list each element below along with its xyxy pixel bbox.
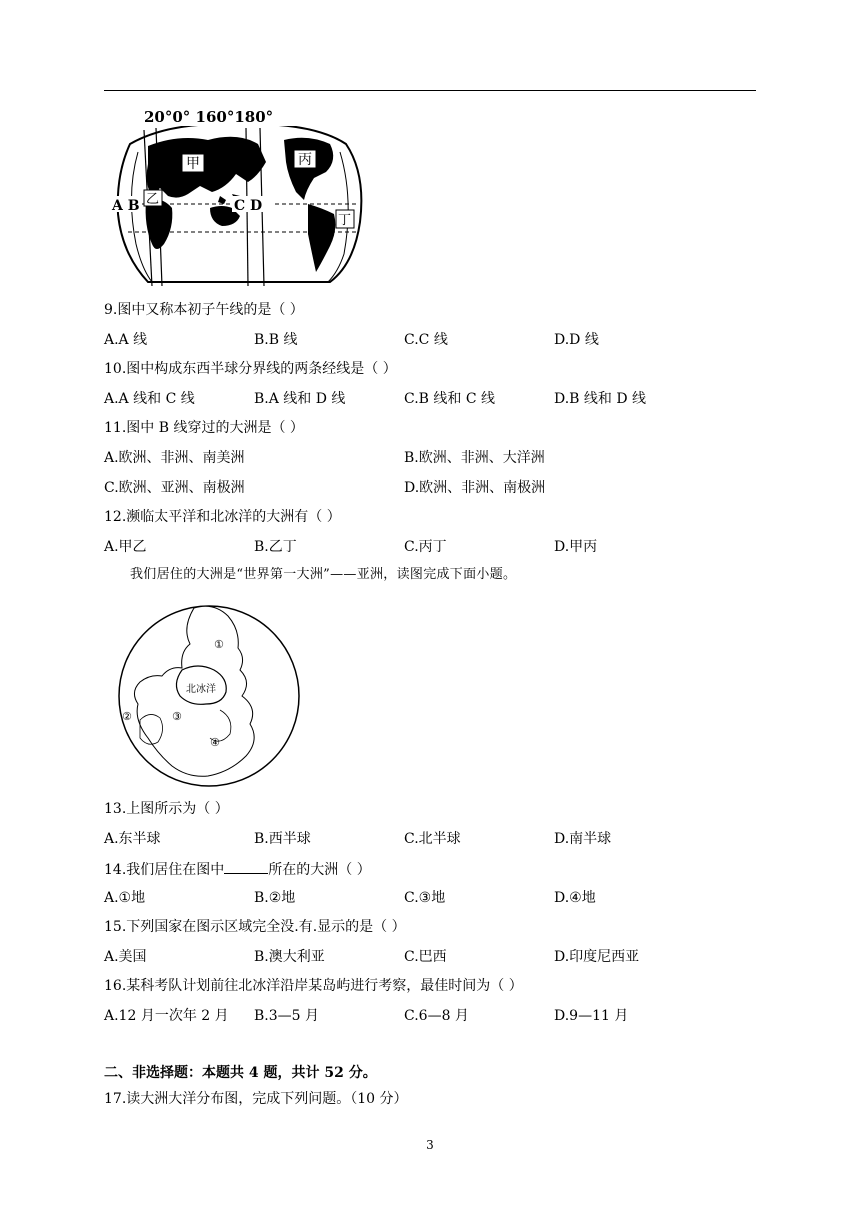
q10-option-d[interactable]: D.B 线和 D 线 bbox=[554, 391, 647, 407]
question-14-stem bbox=[104, 859, 371, 879]
q16-option-a[interactable]: A.12 月一次年 2 月 bbox=[104, 1008, 229, 1024]
q12-option-a[interactable]: A.甲乙 bbox=[104, 539, 147, 555]
question-13-stem: 13.上图所示为（ ） bbox=[104, 801, 229, 817]
q14-stem-after: 所在的大洲（ ） bbox=[268, 862, 371, 878]
q13-option-a[interactable]: A.东半球 bbox=[104, 831, 161, 847]
question-16-stem: 16.某科考队计划前往北冰洋沿岸某岛屿进行考察，最佳时间为（ ） bbox=[104, 978, 523, 994]
q10-option-c[interactable]: C.B 线和 C 线 bbox=[404, 391, 496, 407]
q11-option-d[interactable]: D.欧洲、非洲、南极洲 bbox=[404, 480, 546, 496]
q9-option-b[interactable]: B.B 线 bbox=[254, 332, 298, 348]
arctic-ocean-label: 北冰洋 bbox=[186, 684, 216, 695]
cd-labels: C D bbox=[234, 198, 263, 214]
longitude-labels: 20°0° 160°180° bbox=[144, 108, 274, 126]
q10-option-b[interactable]: B.A 线和 D 线 bbox=[254, 391, 346, 407]
q14-option-c[interactable]: C.③地 bbox=[404, 890, 446, 906]
q13-option-c[interactable]: C.北半球 bbox=[404, 831, 461, 847]
q13-option-d[interactable]: D.南半球 bbox=[554, 831, 612, 847]
q9-option-d[interactable]: D.D 线 bbox=[554, 332, 599, 348]
question-11-stem: 11.图中 B 线穿过的大洲是（ ） bbox=[104, 420, 304, 436]
marker-4: ④ bbox=[210, 736, 220, 749]
region-ding-label: 丁 bbox=[338, 213, 352, 228]
region-bing-label: 丙 bbox=[298, 152, 312, 168]
q16-option-b[interactable]: B.3—5 月 bbox=[254, 1008, 320, 1024]
q12-option-b[interactable]: B.乙丁 bbox=[254, 539, 297, 555]
q10-option-a[interactable]: A.A 线和 C 线 bbox=[104, 391, 195, 407]
q16-option-c[interactable]: C.6—8 月 bbox=[404, 1008, 469, 1024]
header-rule bbox=[104, 90, 756, 91]
q11-option-c[interactable]: C.欧洲、亚洲、南极洲 bbox=[104, 480, 245, 496]
world-map-figure bbox=[108, 104, 366, 288]
q14-option-b[interactable]: B.②地 bbox=[254, 890, 296, 906]
question-17-stem: 17.读大洲大洋分布图，完成下列问题。（10 分） bbox=[104, 1091, 408, 1107]
q15-option-c[interactable]: C.巴西 bbox=[404, 949, 447, 965]
marker-2: ② bbox=[122, 710, 132, 723]
q15-option-b[interactable]: B.澳大利亚 bbox=[254, 949, 325, 965]
marker-3: ③ bbox=[172, 710, 182, 723]
q14-blank[interactable] bbox=[224, 859, 268, 874]
asia-intro-text: 我们居住的大洲是“世界第一大洲”——亚洲，读图完成下面小题。 bbox=[130, 567, 517, 582]
q14-option-d[interactable]: D.④地 bbox=[554, 890, 596, 906]
q11-option-a[interactable]: A.欧洲、非洲、南美洲 bbox=[104, 450, 245, 466]
q12-option-d[interactable]: D.甲丙 bbox=[554, 539, 598, 555]
q15-option-d[interactable]: D.印度尼西亚 bbox=[554, 949, 640, 965]
north-polar-map-figure bbox=[110, 600, 308, 790]
q12-option-c[interactable]: C.丙丁 bbox=[404, 539, 447, 555]
q14-stem-before: 14.我们居住在图中 bbox=[104, 862, 225, 878]
section-title: 二、非选择题：本题共 4 题，共计 52 分。 bbox=[104, 1065, 377, 1081]
q13-option-b[interactable]: B.西半球 bbox=[254, 831, 311, 847]
q11-option-b[interactable]: B.欧洲、非洲、大洋洲 bbox=[404, 450, 545, 466]
page-number: 3 bbox=[426, 1138, 434, 1152]
q16-option-d[interactable]: D.9—11 月 bbox=[554, 1008, 629, 1024]
question-15-stem: 15.下列国家在图示区域完全没.有.显示的是（ ） bbox=[104, 919, 406, 935]
q9-option-a[interactable]: A.A 线 bbox=[104, 332, 148, 348]
question-10-stem: 10.图中构成东西半球分界线的两条经线是（ ） bbox=[104, 361, 397, 377]
q14-option-a[interactable]: A.①地 bbox=[104, 890, 146, 906]
region-jia-label: 甲 bbox=[186, 156, 200, 172]
question-9-stem: 9.图中又称本初子午线的是（ ） bbox=[104, 302, 304, 318]
q9-option-c[interactable]: C.C 线 bbox=[404, 332, 448, 348]
question-12-stem: 12.濒临太平洋和北冰洋的大洲有（ ） bbox=[104, 509, 341, 525]
q15-option-a[interactable]: A.美国 bbox=[104, 949, 147, 965]
ab-labels: A B bbox=[112, 198, 140, 214]
marker-1: ① bbox=[214, 638, 224, 651]
region-yi-label: 乙 bbox=[146, 192, 160, 207]
